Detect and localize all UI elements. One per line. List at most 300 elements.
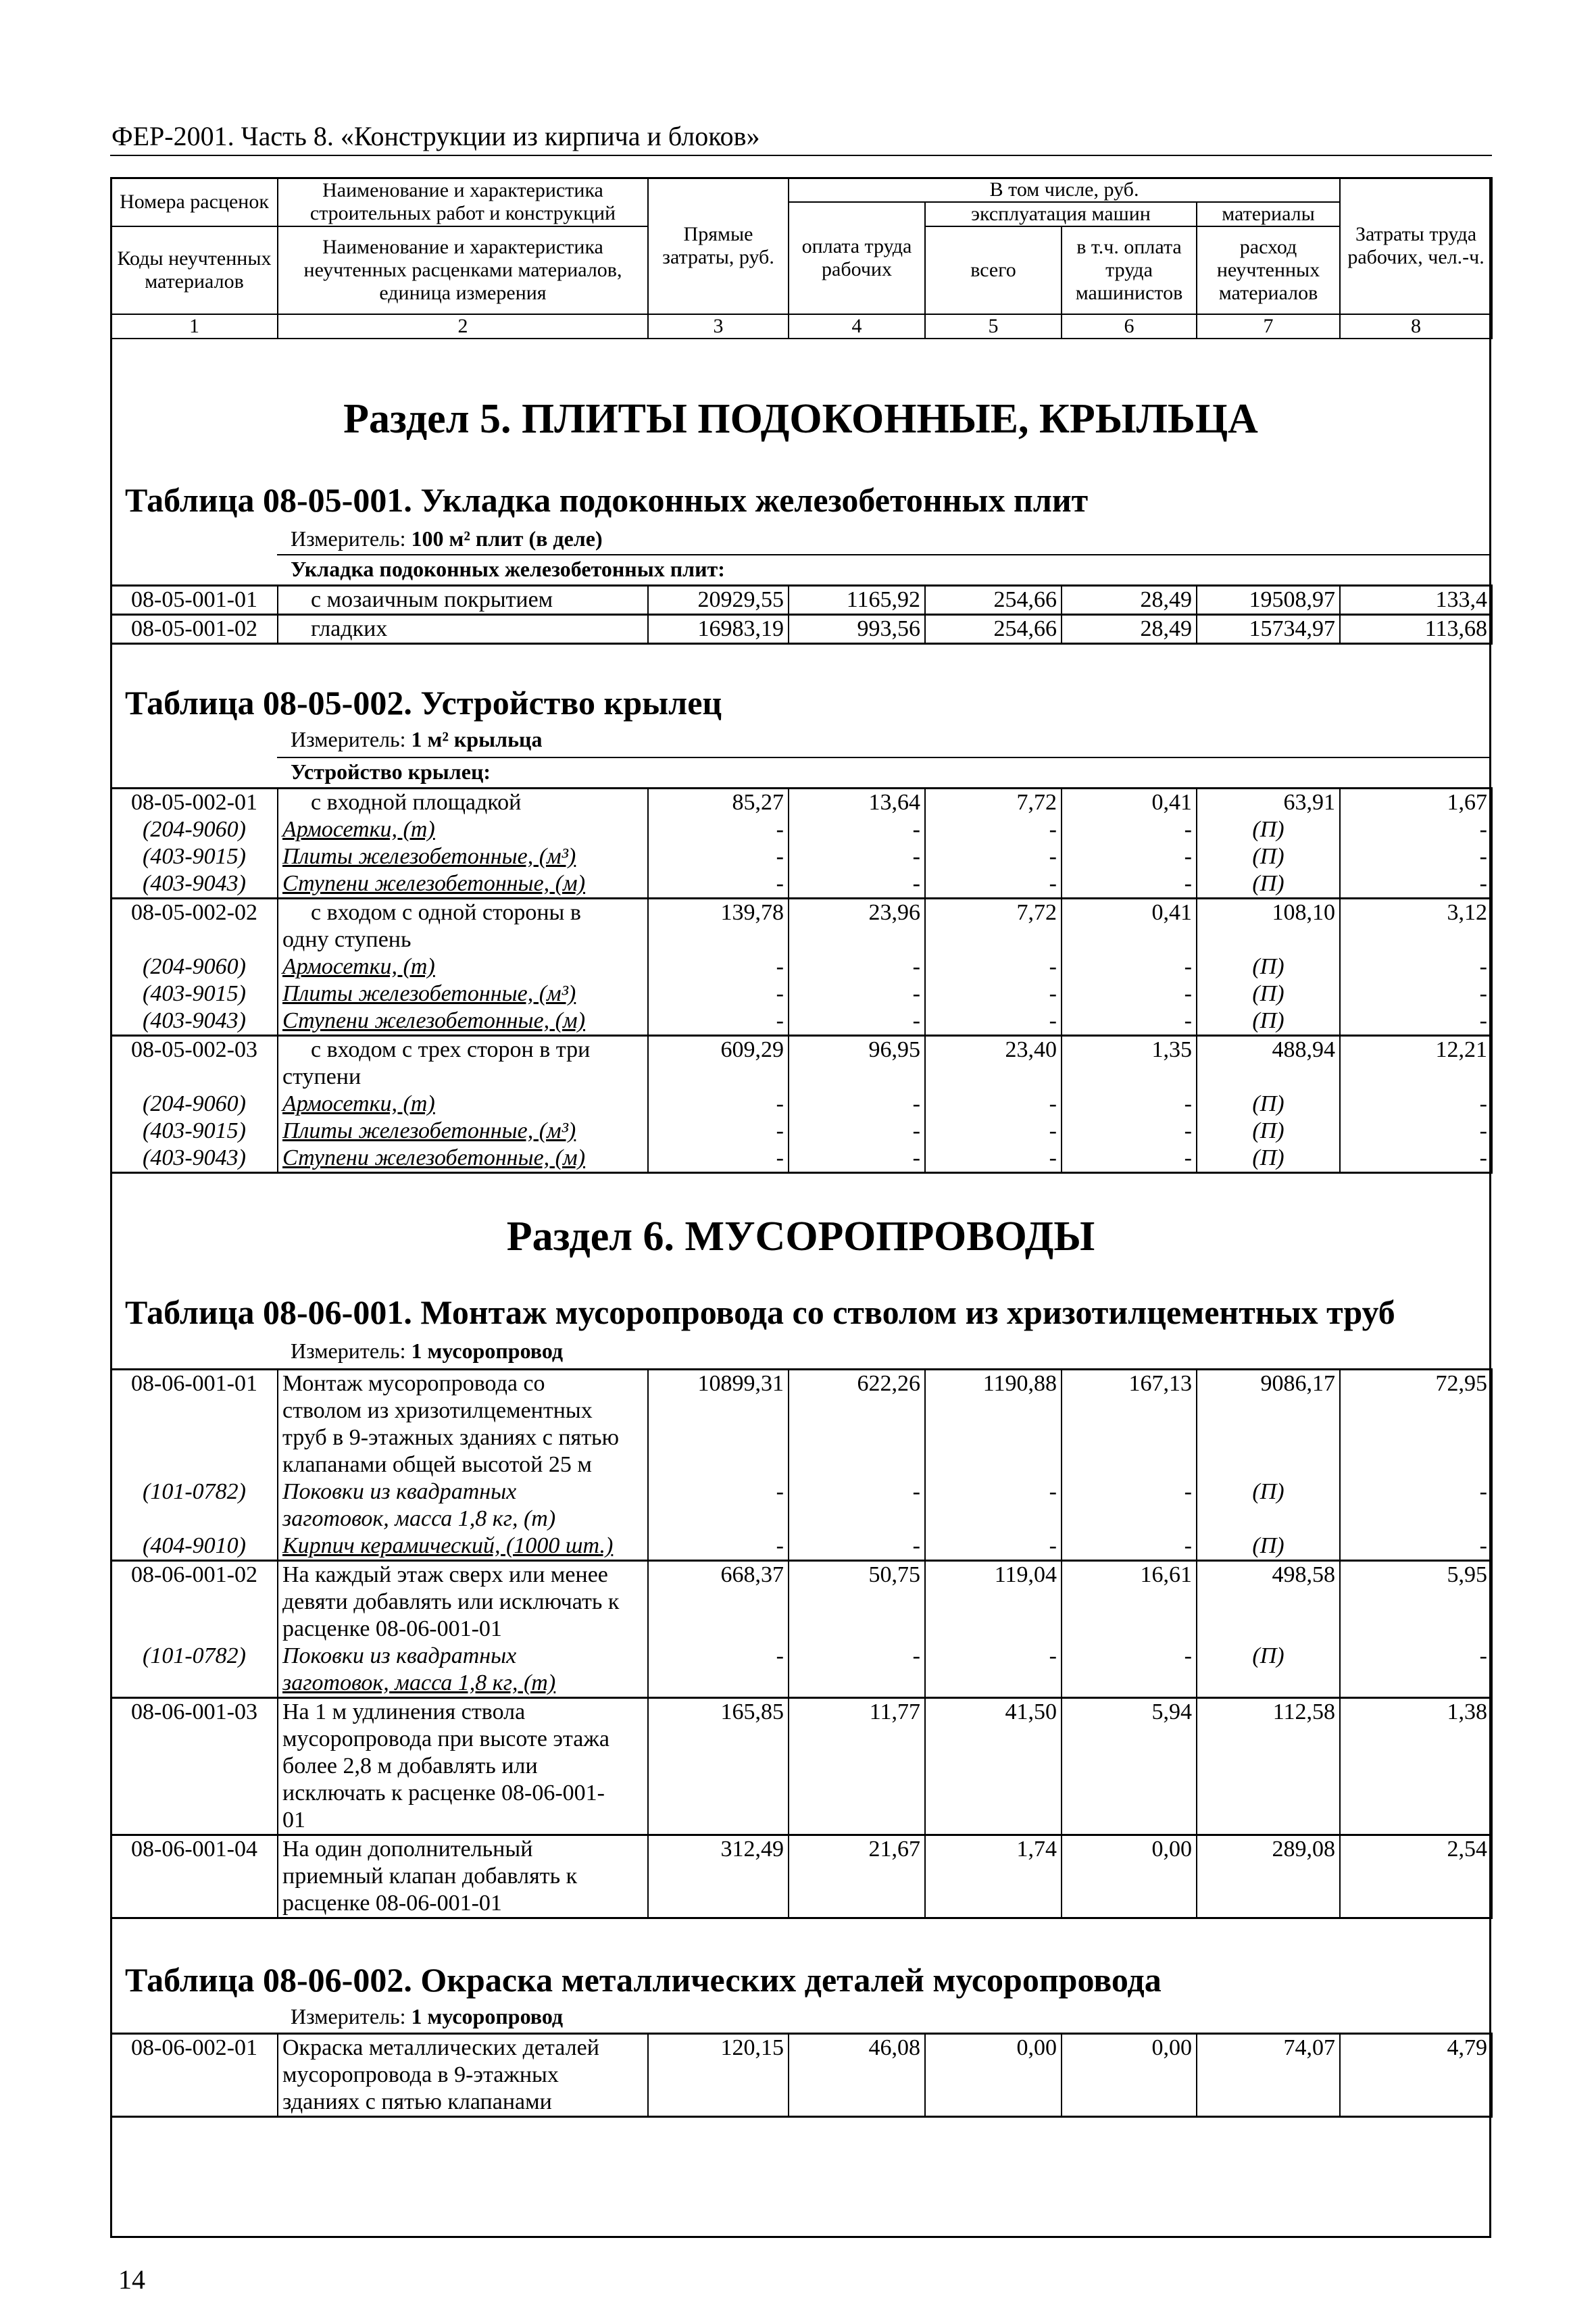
table-cell: 0,00	[925, 2034, 1062, 2062]
table-cell: Ступени железобетонные, (м)	[278, 870, 648, 899]
table-cell: (П)	[1197, 1478, 1340, 1505]
table-cell	[1197, 1726, 1340, 1753]
table-cell	[111, 1616, 278, 1643]
table-cell: -	[925, 1643, 1062, 1670]
table-cell	[1340, 1807, 1492, 1835]
table-cell: Ступени железобетонные, (м)	[278, 1145, 648, 1173]
table-cell: -	[1062, 1145, 1197, 1173]
table-cell	[1340, 1451, 1492, 1478]
table-cell: -	[648, 1533, 789, 1561]
col-number: 1	[111, 314, 278, 339]
table-cell: (П)	[1197, 980, 1340, 1007]
table-cell	[1340, 1505, 1492, 1533]
table-08-05-001-title: Таблица 08-05-001. Укладка подоконных железобетонных плит	[125, 481, 1089, 519]
table-cell	[789, 1726, 925, 1753]
table-cell: -	[1340, 1643, 1492, 1670]
table-cell	[648, 1616, 789, 1643]
table-cell: -	[1062, 870, 1197, 899]
table-cell: 08-06-002-01	[111, 2034, 278, 2062]
table-cell: 19508,97	[1197, 586, 1340, 615]
table-cell: 139,78	[648, 899, 789, 927]
col-number: 7	[1197, 314, 1340, 339]
table-cell: девяти добавлять или исключать к	[278, 1589, 648, 1616]
table-cell	[1197, 1670, 1340, 1698]
table-cell: (403-9015)	[111, 980, 278, 1007]
table-cell: -	[1062, 843, 1197, 870]
table-cell	[1062, 1397, 1197, 1424]
table-cell	[1197, 926, 1340, 953]
table-cell: 96,95	[789, 1036, 925, 1064]
col-number: 3	[648, 314, 789, 339]
table-cell: заготовок, масса 1,8 кг, (т)	[278, 1505, 648, 1533]
table-cell: 01	[278, 1807, 648, 1835]
table-cell: 5,94	[1062, 1698, 1197, 1726]
table-cell: 4,79	[1340, 2034, 1492, 2062]
table-cell	[648, 1397, 789, 1424]
table-cell: 08-06-001-01	[111, 1370, 278, 1398]
table-cell	[925, 1064, 1062, 1091]
table-cell: 63,91	[1197, 789, 1340, 817]
table-cell: 23,96	[789, 899, 925, 927]
table-cell	[111, 1726, 278, 1753]
table-cell: -	[648, 1007, 789, 1036]
table-cell	[1062, 1064, 1197, 1091]
table-cell: 5,95	[1340, 1561, 1492, 1589]
table-cell	[789, 1505, 925, 1533]
table-cell: мусоропровода в 9-этажных	[278, 2062, 648, 2089]
table-row	[111, 1698, 1492, 1726]
table-cell: 08-06-001-02	[111, 1561, 278, 1589]
table-08-06-002-title: Таблица 08-06-002. Окраска металлических деталей мусоропровода	[125, 1961, 1162, 1999]
table-cell: 85,27	[648, 789, 789, 817]
table-row-continued	[111, 1670, 1492, 1698]
header-name-bottom: Наименование и характеристика неучтенных расценками материалов, единица измерения	[278, 226, 648, 314]
table-cell	[789, 1064, 925, 1091]
table-cell	[1197, 1807, 1340, 1835]
table-08-05-002-group: Устройство крылец:	[277, 757, 1491, 785]
table-cell: -	[789, 953, 925, 980]
table-cell: Поковки из квадратных	[278, 1478, 648, 1505]
table-cell: 0,00	[1062, 2034, 1197, 2062]
table-cell	[1197, 1424, 1340, 1451]
table-cell: 10899,31	[648, 1370, 789, 1398]
table-cell: -	[789, 816, 925, 843]
table-cell	[648, 1807, 789, 1835]
table-cell	[789, 1616, 925, 1643]
table-cell: Окраска металлических деталей	[278, 2034, 648, 2062]
table-cell	[1340, 1589, 1492, 1616]
table-cell: -	[1340, 1478, 1492, 1505]
table-cell: (П)	[1197, 1643, 1340, 1670]
table-cell	[1062, 1807, 1197, 1835]
table-cell: Плиты железобетонные, (м³)	[278, 980, 648, 1007]
material-row	[111, 953, 1492, 980]
table-cell: 13,64	[789, 789, 925, 817]
column-header-table	[110, 177, 1493, 339]
table-cell	[925, 2089, 1062, 2117]
table-cell: -	[925, 1091, 1062, 1118]
table-cell: 165,85	[648, 1698, 789, 1726]
table-cell: 46,08	[789, 2034, 925, 2062]
table-cell: расценке 08-06-001-01	[278, 1616, 648, 1643]
table-row	[111, 1036, 1492, 1064]
table-cell	[789, 926, 925, 953]
table-cell: 1,35	[1062, 1036, 1197, 1064]
table-row	[111, 789, 1492, 817]
table-cell: с входом с трех сторон в три	[278, 1036, 648, 1064]
table-cell: -	[789, 1478, 925, 1505]
table-cell	[1197, 1589, 1340, 1616]
table-cell: -	[1340, 1533, 1492, 1561]
table-cell: 3,12	[1340, 899, 1492, 927]
table-cell	[1340, 1753, 1492, 1780]
table-cell: (403-9015)	[111, 1118, 278, 1145]
table-cell: -	[789, 1118, 925, 1145]
table-cell: 28,49	[1062, 615, 1197, 644]
table-08-05-001-group: Укладка подоконных железобетонных плит:	[277, 554, 1491, 582]
table-row-continued	[111, 1863, 1492, 1890]
table-cell: -	[1062, 1533, 1197, 1561]
table-cell	[1340, 1397, 1492, 1424]
table-08-06-002	[110, 2033, 1493, 2118]
table-cell: -	[789, 870, 925, 899]
material-row	[111, 816, 1492, 843]
table-row-continued	[111, 2089, 1492, 2117]
table-cell	[648, 2062, 789, 2089]
table-cell: 1,74	[925, 1835, 1062, 1864]
col-number: 5	[925, 314, 1062, 339]
material-row	[111, 1118, 1492, 1145]
table-cell: заготовок, масса 1,8 кг, (т)	[278, 1670, 648, 1698]
table-cell: -	[925, 980, 1062, 1007]
header-name-top: Наименование и характеристика строительных работ и конструкций	[278, 178, 648, 226]
table-cell: 0,41	[1062, 789, 1197, 817]
table-cell: -	[648, 870, 789, 899]
table-cell: -	[789, 1145, 925, 1173]
table-cell: с мозаичным покрытием	[278, 586, 648, 615]
table-cell	[925, 1424, 1062, 1451]
table-cell: -	[789, 980, 925, 1007]
table-cell	[925, 1616, 1062, 1643]
table-cell: 312,49	[648, 1835, 789, 1864]
table-cell	[648, 1424, 789, 1451]
column-numbers-row	[111, 314, 1492, 339]
table-cell	[1340, 1064, 1492, 1091]
table-cell: 668,37	[648, 1561, 789, 1589]
table-cell	[111, 926, 278, 953]
table-cell: 119,04	[925, 1561, 1062, 1589]
table-cell	[1062, 1616, 1197, 1643]
table-row-continued	[111, 926, 1492, 953]
table-cell: мусоропровода при высоте этажа	[278, 1726, 648, 1753]
table-cell: 254,66	[925, 615, 1062, 644]
table-cell: (П)	[1197, 1007, 1340, 1036]
table-cell	[111, 1753, 278, 1780]
table-cell: (П)	[1197, 1118, 1340, 1145]
table-cell	[1197, 1064, 1340, 1091]
table-cell	[789, 1780, 925, 1807]
table-cell: (101-0782)	[111, 1478, 278, 1505]
table-cell: (204-9060)	[111, 816, 278, 843]
table-cell	[925, 926, 1062, 953]
table-cell: Ступени железобетонные, (м)	[278, 1007, 648, 1036]
table-cell: 1190,88	[925, 1370, 1062, 1398]
section-6-title: Раздел 6. МУСОРОПРОВОДЫ	[506, 1214, 1095, 1260]
material-row	[111, 1091, 1492, 1118]
table-row-continued	[111, 1451, 1492, 1478]
table-cell: -	[1062, 1478, 1197, 1505]
table-cell: 74,07	[1197, 2034, 1340, 2062]
table-cell	[789, 1890, 925, 1918]
table-cell: (403-9043)	[111, 1145, 278, 1173]
material-row	[111, 843, 1492, 870]
table-cell	[1062, 2089, 1197, 2117]
table-cell: Армосетки, (т)	[278, 953, 648, 980]
table-cell	[648, 1726, 789, 1753]
table-cell: 72,95	[1340, 1370, 1492, 1398]
material-row	[111, 1007, 1492, 1036]
table-cell: 11,77	[789, 1698, 925, 1726]
table-cell	[789, 1589, 925, 1616]
table-cell	[111, 1589, 278, 1616]
table-cell	[1062, 1726, 1197, 1753]
table-cell	[789, 1807, 925, 1835]
table-cell	[648, 1780, 789, 1807]
table-cell: -	[1062, 816, 1197, 843]
table-cell: 289,08	[1197, 1835, 1340, 1864]
table-cell	[1197, 1890, 1340, 1918]
table-cell	[1197, 2062, 1340, 2089]
table-cell: 133,4	[1340, 586, 1492, 615]
table-cell	[1340, 1780, 1492, 1807]
table-cell: -	[1340, 1118, 1492, 1145]
table-cell	[1197, 2089, 1340, 2117]
table-cell	[111, 1863, 278, 1890]
table-cell: 622,26	[789, 1370, 925, 1398]
table-cell: Плиты железобетонные, (м³)	[278, 1118, 648, 1145]
table-cell: -	[1340, 870, 1492, 899]
table-cell	[111, 2089, 278, 2117]
table-cell: (П)	[1197, 953, 1340, 980]
table-cell: -	[925, 870, 1062, 899]
table-cell: -	[789, 1091, 925, 1118]
table-cell: 21,67	[789, 1835, 925, 1864]
table-cell	[1340, 1424, 1492, 1451]
table-cell: 0,41	[1062, 899, 1197, 927]
table-cell	[1340, 1726, 1492, 1753]
table-cell	[1197, 1780, 1340, 1807]
table-cell: -	[925, 1007, 1062, 1036]
header-rule	[110, 155, 1492, 156]
table-cell: 120,15	[648, 2034, 789, 2062]
table-cell: -	[925, 1118, 1062, 1145]
table-cell: На каждый этаж сверх или менее	[278, 1561, 648, 1589]
header-wages: оплата труда рабочих	[789, 202, 925, 314]
table-cell	[1197, 1863, 1340, 1890]
table-cell: -	[1062, 1643, 1197, 1670]
table-cell: (403-9043)	[111, 1007, 278, 1036]
table-cell: -	[1340, 1145, 1492, 1173]
table-cell	[1062, 1670, 1197, 1698]
header-labor: Затраты труда рабочих, чел.-ч.	[1340, 178, 1492, 314]
header-machines-total: всего	[925, 226, 1062, 314]
header-including: В том числе, руб.	[789, 178, 1340, 202]
table-cell: -	[1340, 843, 1492, 870]
table-cell	[789, 1451, 925, 1478]
table-cell	[1340, 1616, 1492, 1643]
table-cell: -	[925, 1533, 1062, 1561]
table-cell	[925, 1451, 1062, 1478]
table-cell	[925, 1780, 1062, 1807]
table-cell	[111, 1451, 278, 1478]
table-cell: 41,50	[925, 1698, 1062, 1726]
running-header: ФЕР-2001. Часть 8. «Конструкции из кирпича и блоков»	[111, 121, 760, 151]
table-cell: 16983,19	[648, 615, 789, 644]
col-number: 2	[278, 314, 648, 339]
table-cell: 20929,55	[648, 586, 789, 615]
table-cell: 993,56	[789, 615, 925, 644]
table-cell: Кирпич керамический, (1000 шт.)	[278, 1533, 648, 1561]
table-cell: стволом из хризотилцементных	[278, 1397, 648, 1424]
table-cell: -	[925, 1145, 1062, 1173]
table-cell	[648, 1753, 789, 1780]
material-row	[111, 1478, 1492, 1505]
table-cell: 50,75	[789, 1561, 925, 1589]
table-cell	[1062, 1753, 1197, 1780]
table-cell: -	[925, 843, 1062, 870]
table-cell	[925, 1890, 1062, 1918]
table-cell: 08-05-001-01	[111, 586, 278, 615]
table-cell: (403-9043)	[111, 870, 278, 899]
table-cell: -	[648, 1145, 789, 1173]
table-cell	[789, 1753, 925, 1780]
table-cell	[925, 1670, 1062, 1698]
table-cell: 08-05-001-02	[111, 615, 278, 644]
table-cell: (404-9010)	[111, 1533, 278, 1561]
table-cell: (П)	[1197, 870, 1340, 899]
table-row	[111, 1835, 1492, 1864]
table-cell	[648, 1505, 789, 1533]
table-row-continued	[111, 1397, 1492, 1424]
table-cell	[648, 1064, 789, 1091]
table-row	[111, 899, 1492, 927]
table-cell: -	[648, 1478, 789, 1505]
table-cell	[1062, 1505, 1197, 1533]
table-cell: (204-9060)	[111, 953, 278, 980]
table-08-05-002-title: Таблица 08-05-002. Устройство крылец	[125, 684, 722, 722]
table-cell: (403-9015)	[111, 843, 278, 870]
table-cell	[925, 1589, 1062, 1616]
page-number: 14	[118, 2264, 145, 2295]
table-cell: (204-9060)	[111, 1091, 278, 1118]
table-cell: Монтаж мусоропровода со	[278, 1370, 648, 1398]
table-cell: (П)	[1197, 1533, 1340, 1561]
table-cell: 167,13	[1062, 1370, 1197, 1398]
table-cell: -	[648, 843, 789, 870]
header-materials-use: расход неучтенных материалов	[1197, 226, 1340, 314]
table-cell	[648, 1589, 789, 1616]
table-cell	[1197, 1451, 1340, 1478]
table-row-continued	[111, 1807, 1492, 1835]
table-cell	[1340, 926, 1492, 953]
table-cell	[111, 1064, 278, 1091]
table-cell: (П)	[1197, 1091, 1340, 1118]
table-row	[111, 586, 1492, 615]
table-cell: -	[648, 816, 789, 843]
table-row-continued	[111, 1726, 1492, 1753]
table-cell	[925, 1726, 1062, 1753]
table-cell	[648, 2089, 789, 2117]
table-cell: более 2,8 м добавлять или	[278, 1753, 648, 1780]
table-cell	[111, 1505, 278, 1533]
header-code-top: Номера расценок	[111, 178, 278, 226]
col-number: 4	[789, 314, 925, 339]
table-cell	[789, 1424, 925, 1451]
col-number: 8	[1340, 314, 1492, 339]
table-cell: -	[648, 1118, 789, 1145]
table-cell	[1062, 1424, 1197, 1451]
table-cell	[648, 926, 789, 953]
table-cell	[789, 1397, 925, 1424]
table-cell: -	[1340, 1007, 1492, 1036]
table-cell: -	[789, 1643, 925, 1670]
table-row	[111, 1561, 1492, 1589]
table-cell	[648, 1451, 789, 1478]
table-cell	[648, 1670, 789, 1698]
material-row	[111, 1643, 1492, 1670]
table-cell	[925, 1505, 1062, 1533]
table-cell	[1062, 1780, 1197, 1807]
table-cell	[111, 1780, 278, 1807]
table-cell: (П)	[1197, 1145, 1340, 1173]
table-cell: 15734,97	[1197, 615, 1340, 644]
table-cell: 16,61	[1062, 1561, 1197, 1589]
table-cell: -	[925, 816, 1062, 843]
table-cell: -	[925, 953, 1062, 980]
table-cell	[1197, 1505, 1340, 1533]
table-cell: приемный клапан добавлять к	[278, 1863, 648, 1890]
table-row-continued	[111, 1753, 1492, 1780]
table-cell: -	[1062, 1091, 1197, 1118]
table-cell	[1197, 1397, 1340, 1424]
table-cell: 12,21	[1340, 1036, 1492, 1064]
table-row-continued	[111, 1424, 1492, 1451]
table-cell: -	[1340, 816, 1492, 843]
table-cell: зданиях с пятью клапанами	[278, 2089, 648, 2117]
table-cell	[789, 1670, 925, 1698]
table-cell	[789, 2062, 925, 2089]
table-cell	[925, 1753, 1062, 1780]
table-cell: 23,40	[925, 1036, 1062, 1064]
table-cell: 0,00	[1062, 1835, 1197, 1864]
table-cell: 1165,92	[789, 586, 925, 615]
header-materials: материалы	[1197, 202, 1340, 226]
material-row	[111, 870, 1492, 899]
table-row	[111, 1370, 1492, 1398]
table-cell: 08-06-001-04	[111, 1835, 278, 1864]
table-row-continued	[111, 1064, 1492, 1091]
table-cell	[111, 1397, 278, 1424]
table-cell: расценке 08-06-001-01	[278, 1890, 648, 1918]
table-cell: -	[1340, 1091, 1492, 1118]
table-cell	[1340, 1890, 1492, 1918]
table-cell: -	[648, 953, 789, 980]
table-cell: (101-0782)	[111, 1643, 278, 1670]
table-cell: (П)	[1197, 816, 1340, 843]
table-cell	[111, 1890, 278, 1918]
section-5-title: Раздел 5. ПЛИТЫ ПОДОКОННЫЕ, КРЫЛЬЦА	[343, 396, 1258, 442]
table-cell	[1340, 2089, 1492, 2117]
